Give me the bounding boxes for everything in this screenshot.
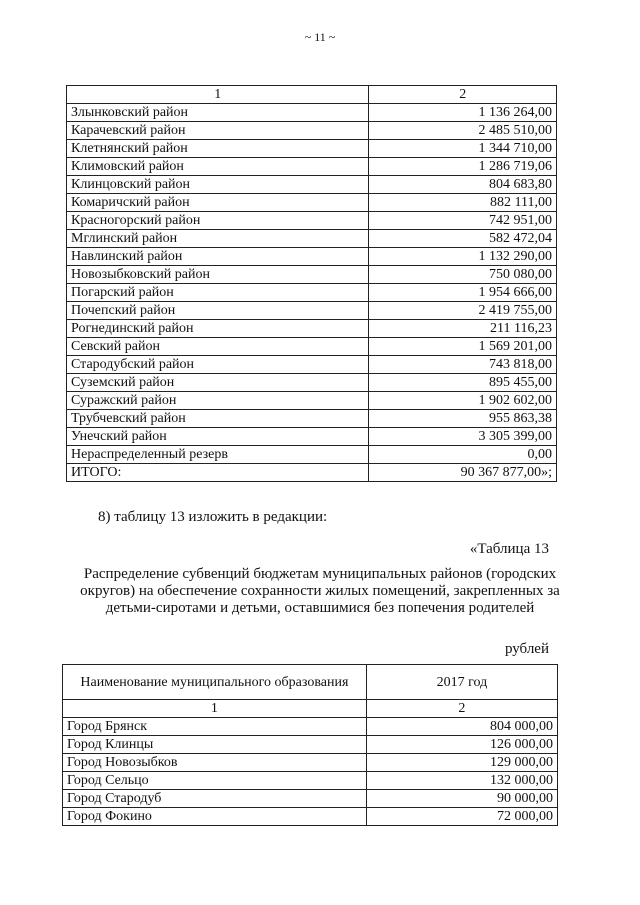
table-row <box>67 176 557 194</box>
row-amount: 1 902 602,00 <box>369 392 557 410</box>
row-name: Мглинский район <box>67 230 369 248</box>
row-amount: 1 136 264,00 <box>369 104 557 122</box>
table-row <box>67 122 557 140</box>
table-row <box>63 790 558 808</box>
row-name: Почепский район <box>67 302 369 320</box>
table-row <box>67 248 557 266</box>
table-header-row <box>67 86 557 104</box>
row-amount: 955 863,38 <box>369 410 557 428</box>
row-name: Нераспределенный резерв <box>67 446 369 464</box>
row-name: Унечский район <box>67 428 369 446</box>
table-row <box>67 140 557 158</box>
row-amount: 1 954 666,00 <box>369 284 557 302</box>
column-number-1: 1 <box>67 86 369 104</box>
table-row <box>63 754 558 772</box>
distribution-title: Распределение субвенций бюджетам муниципальных районов (городских округов) на обеспечение сохранности жилых помещений, закрепленных за детьми-сиротами и детьми, оставшимися без попечения родителей <box>80 566 560 616</box>
row-name: Погарский район <box>67 284 369 302</box>
row-name: Новозыбковский район <box>67 266 369 284</box>
table-row <box>67 302 557 320</box>
row-amount: 1 286 719,06 <box>369 158 557 176</box>
table-row <box>67 356 557 374</box>
row-name: Климовский район <box>67 158 369 176</box>
table-row <box>63 736 558 754</box>
table-row <box>67 212 557 230</box>
column-number-2: 2 <box>369 86 557 104</box>
row-amount: 72 000,00 <box>366 808 557 826</box>
row-name: Красногорский район <box>67 212 369 230</box>
table-row <box>67 338 557 356</box>
row-amount: 1 569 201,00 <box>369 338 557 356</box>
subvention-distribution-table-body <box>63 665 558 826</box>
table-reference: «Таблица 13 <box>469 541 549 557</box>
row-name: Клетнянский район <box>67 140 369 158</box>
table-row <box>67 284 557 302</box>
row-name: Суземский район <box>67 374 369 392</box>
row-name: Город Сельцо <box>63 772 367 790</box>
row-name: Трубчевский район <box>67 410 369 428</box>
header-municipality: Наименование муниципального образования <box>63 665 367 700</box>
row-name: Стародубский район <box>67 356 369 374</box>
row-name: Город Фокино <box>63 808 367 826</box>
row-name: Клинцовский район <box>67 176 369 194</box>
table-row <box>67 374 557 392</box>
column-number-1: 1 <box>63 700 367 718</box>
row-name: Город Клинцы <box>63 736 367 754</box>
column-number-row <box>63 700 558 718</box>
row-amount: 742 951,00 <box>369 212 557 230</box>
row-name: ИТОГО: <box>67 464 369 482</box>
table-row <box>67 320 557 338</box>
row-name: Комаричский район <box>67 194 369 212</box>
table-header-row <box>63 665 558 700</box>
row-amount: 582 472,04 <box>369 230 557 248</box>
table-row <box>67 158 557 176</box>
table-row <box>63 718 558 736</box>
district-amounts-table-body <box>67 86 557 482</box>
row-name: Город Стародуб <box>63 790 367 808</box>
table-row <box>63 808 558 826</box>
row-name: Город Новозыбков <box>63 754 367 772</box>
row-amount: 129 000,00 <box>366 754 557 772</box>
table-row <box>67 410 557 428</box>
table-row <box>67 266 557 284</box>
row-amount: 750 080,00 <box>369 266 557 284</box>
table-row <box>67 392 557 410</box>
row-amount: 0,00 <box>369 446 557 464</box>
row-amount: 1 132 290,00 <box>369 248 557 266</box>
row-amount: 90 367 877,00»; <box>369 464 557 482</box>
table-row <box>63 772 558 790</box>
subvention-distribution-table <box>62 664 558 826</box>
row-amount: 126 000,00 <box>366 736 557 754</box>
row-amount: 804 683,80 <box>369 176 557 194</box>
table-row <box>67 104 557 122</box>
row-name: Рогнединский район <box>67 320 369 338</box>
district-amounts-table <box>66 85 557 482</box>
row-amount: 3 305 399,00 <box>369 428 557 446</box>
table-row <box>67 428 557 446</box>
table-row <box>67 464 557 482</box>
row-amount: 882 111,00 <box>369 194 557 212</box>
row-name: Суражский район <box>67 392 369 410</box>
row-amount: 804 000,00 <box>366 718 557 736</box>
row-name: Город Брянск <box>63 718 367 736</box>
units-label: рублей <box>504 641 549 657</box>
row-amount: 2 419 755,00 <box>369 302 557 320</box>
row-amount: 1 344 710,00 <box>369 140 557 158</box>
row-amount: 211 116,23 <box>369 320 557 338</box>
row-amount: 743 818,00 <box>369 356 557 374</box>
table-row <box>67 446 557 464</box>
row-amount: 132 000,00 <box>366 772 557 790</box>
column-number-2: 2 <box>366 700 557 718</box>
header-year: 2017 год <box>366 665 557 700</box>
table-row <box>67 230 557 248</box>
amendment-paragraph-8: 8) таблицу 13 изложить в редакции: <box>98 509 328 525</box>
row-name: Навлинский район <box>67 248 369 266</box>
row-amount: 90 000,00 <box>366 790 557 808</box>
row-name: Севский район <box>67 338 369 356</box>
page-number: ~ 11 ~ <box>304 30 336 44</box>
row-amount: 2 485 510,00 <box>369 122 557 140</box>
row-name: Злынковский район <box>67 104 369 122</box>
row-amount: 895 455,00 <box>369 374 557 392</box>
row-name: Карачевский район <box>67 122 369 140</box>
table-row <box>67 194 557 212</box>
